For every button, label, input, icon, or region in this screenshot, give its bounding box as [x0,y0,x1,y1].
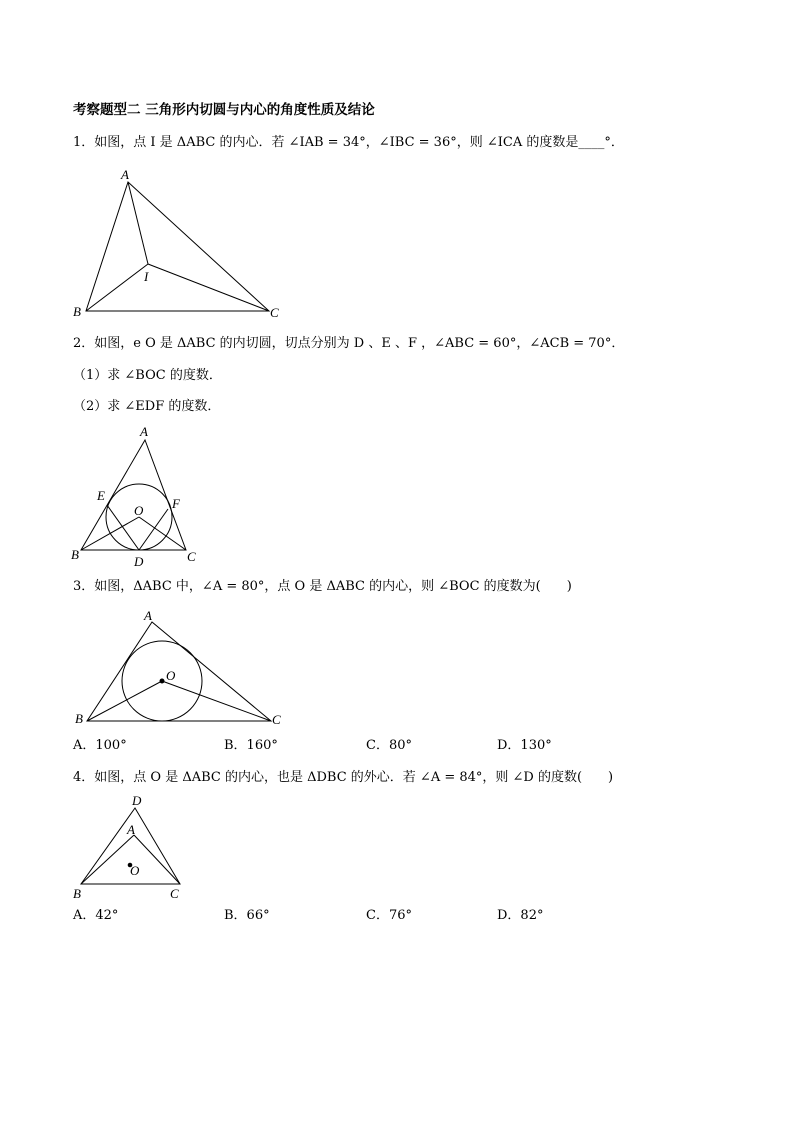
q2-label-d: D [134,554,144,569]
question-2-sub1: （1）求 ∠BOC 的度数． [73,368,222,383]
q4-label-o: O [130,863,140,878]
q4-option-c[interactable]: C．76° [366,908,412,923]
q3-option-d[interactable]: D．130° [497,738,552,753]
q3-option-a[interactable]: A．100° [73,738,127,753]
question-2-text: 2．如图，e O 是 ΔABC 的内切圆，切点分别为 D 、E 、F ，∠ABC = 60°，∠ACB = 70°． [73,336,625,351]
question-1-text: 1．如图，点 I 是 ΔABC 的内心．若 ∠IAB = 34°，∠IBC = 36°，则 ∠ICA 的度数是____°． [73,135,624,150]
q3-label-o: O [166,668,176,683]
q3-option-c[interactable]: C．80° [366,738,412,753]
q4-option-d[interactable]: D．82° [497,908,544,923]
q4-option-a[interactable]: A．42° [73,908,119,923]
question-3-text: 3．如图，ΔABC 中，∠A = 80°，点 O 是 ΔABC 的内心，则 ∠BOC 的度数为( ) [73,579,572,594]
q4-segment-ca [134,835,180,884]
q2-label-e: E [97,488,105,503]
q4-segment-ba [81,835,134,884]
q3-label-b: B [75,711,83,726]
q4-option-b[interactable]: B．66° [224,908,270,923]
q1-label-i: I [144,269,149,284]
q4-label-a: A [127,822,135,837]
q2-label-a: A [140,424,148,439]
question-4-text: 4．如图，点 O 是 ΔABC 的内心，也是 ΔDBC 的外心．若 ∠A = 84°，则 ∠D 的度数( ) [73,770,614,785]
question-2-sub2: （2）求 ∠EDF 的度数． [73,399,221,414]
q2-label-o: O [134,503,144,518]
q1-label-b: B [73,304,81,319]
q3-label-c: C [272,712,281,727]
q3-label-a: A [144,608,152,623]
q4-label-d: D [132,793,142,808]
q1-label-c: C [270,305,279,320]
q2-label-b: B [71,547,79,562]
q2-label-f: F [172,496,180,511]
q4-label-c: C [170,886,179,901]
q2-label-c: C [187,549,196,564]
q3-option-b[interactable]: B．160° [224,738,278,753]
q4-label-b: B [73,886,81,901]
section-title: 考察题型二 三角形内切圆与内心的角度性质及结论 [73,102,375,118]
q1-label-a: A [121,167,129,182]
